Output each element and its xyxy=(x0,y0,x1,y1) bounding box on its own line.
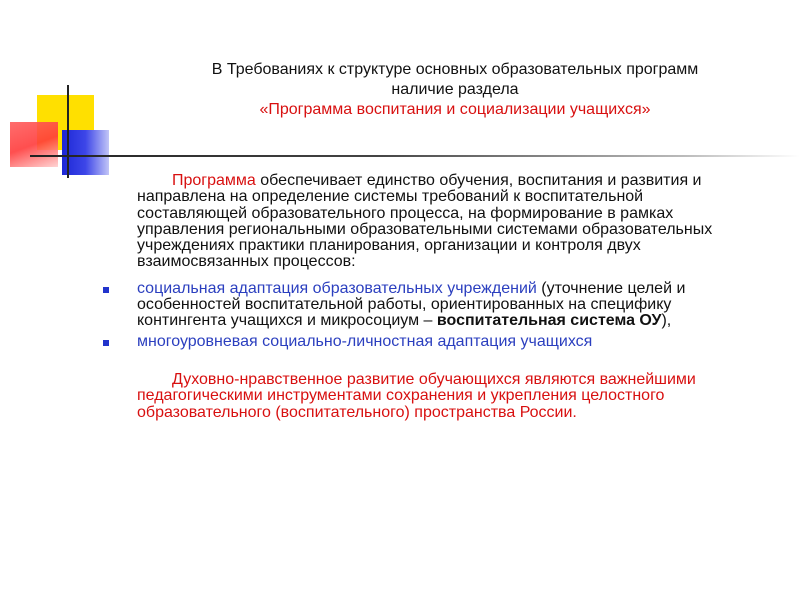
intro-text: обеспечивает единство обучения, воспитания и развития и направлена на определение системы требований к воспитательной составляющей образовательного процесса, на формирование в рамках управления региональными образовательными системами образовательных учреждениях практики планирования, организации и контроля двух взаимосвязанных процессов: xyxy=(137,172,713,271)
bullet-square-icon xyxy=(103,287,109,293)
bullet-item xyxy=(103,281,753,330)
title-line-2: наличие раздела xyxy=(391,81,519,98)
decor-blue-square xyxy=(62,130,109,175)
title-line-3: «Программа воспитания и социализации учащихся» xyxy=(259,101,651,118)
decor-red-square xyxy=(10,122,58,167)
bullet-item xyxy=(103,334,753,350)
bullet-list xyxy=(103,281,753,350)
slide-body xyxy=(103,173,753,421)
bullet-square-icon xyxy=(103,340,109,346)
bullet-1-bold: воспитательная система ОУ xyxy=(436,312,662,330)
bullet-2-highlight: многоуровневая социально-личностная адаптация учащихся xyxy=(137,332,593,350)
intro-paragraph xyxy=(103,173,753,271)
decor-vertical-line xyxy=(67,85,69,178)
title-line-1: В Требованиях к структуре основных образовательных программ xyxy=(211,61,699,78)
closing-paragraph xyxy=(103,372,753,421)
bullet-1-highlight: социальная адаптация образовательных учреждений xyxy=(137,279,537,297)
bullet-1-text: (уточнение целей и особенностей воспитательной работы, ориентированных на специфику контингента учащихся и микросоциум – xyxy=(137,279,686,330)
decor-horizontal-rule xyxy=(30,155,800,157)
intro-lead: Программа xyxy=(172,172,256,189)
closing-text: Духовно-нравственное развитие обучающихся являются важнейшими педагогическими инструментами сохранения и укрепления целостного образовательного (воспитательного) пространства России. xyxy=(137,370,696,421)
slide-title xyxy=(140,60,770,120)
bullet-1-tail: ), xyxy=(661,312,672,330)
